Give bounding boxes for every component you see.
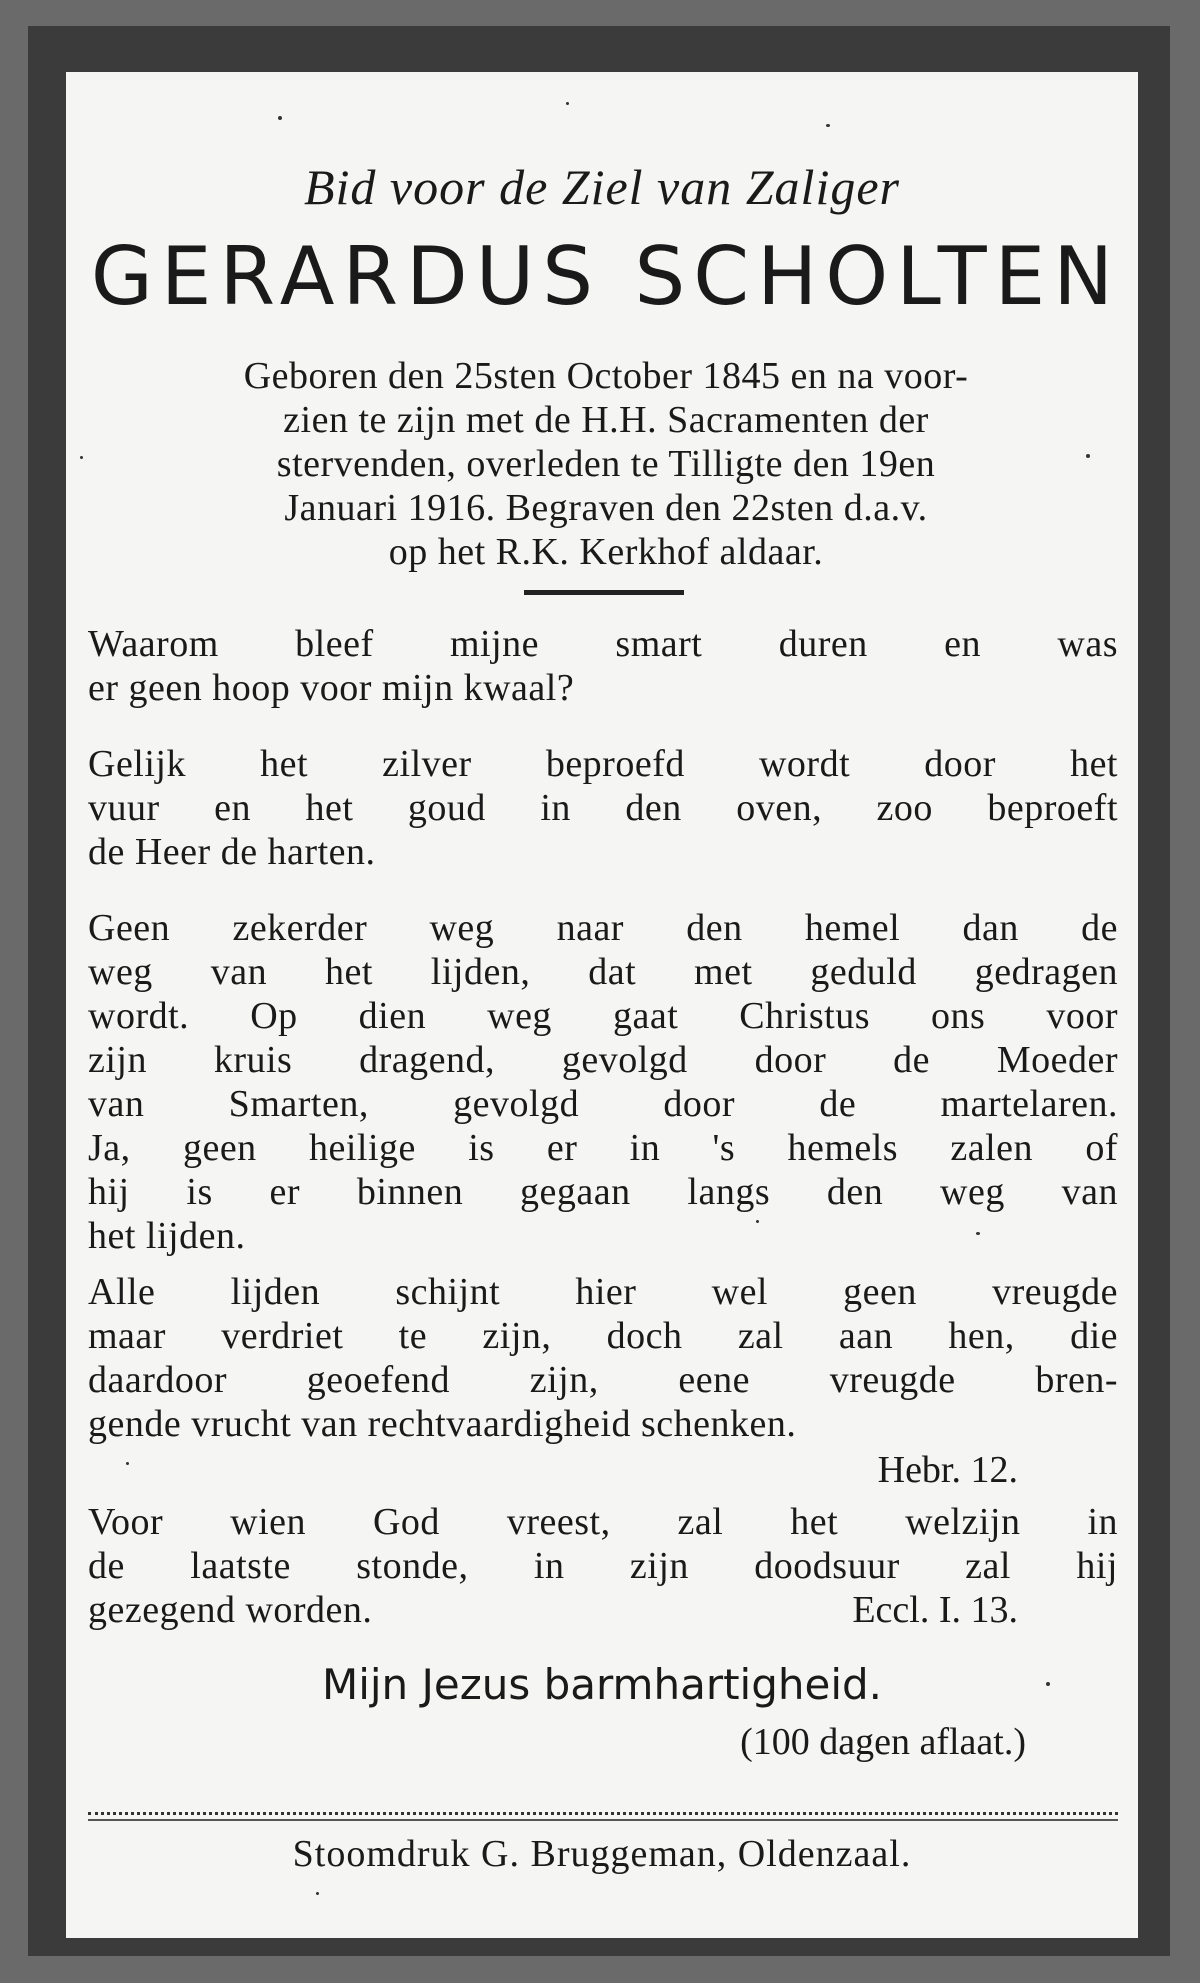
paragraph-1 [88, 622, 1118, 710]
paragraph-4 [88, 1270, 1118, 1446]
text-line: Waarom bleef mijne smart duren en was [88, 623, 1118, 665]
text-line: Alle lijden schijnt hier wel geen vreugde [88, 1271, 1118, 1313]
text-line: maar verdriet te zijn, doch zal aan hen, die [88, 1315, 1118, 1357]
text-line: gezegend worden. [88, 1589, 373, 1631]
text-line: Gelijk het zilver beproefd wordt door het [88, 743, 1118, 785]
print-speck [80, 456, 83, 459]
text-line: de Heer de harten. [88, 831, 376, 873]
solid-divider [88, 1819, 1118, 1821]
intro-line: Januari 1916. Begraven den 22sten d.a.v. [284, 487, 928, 529]
text-line: vuur en het goud in den oven, zoo beproeft [88, 787, 1118, 829]
intro-line: zien te zijn met de H.H. Sacramenten der [283, 399, 929, 441]
text-line: Voor wien God vreest, zal het welzijn in [88, 1501, 1118, 1543]
paragraph-2 [88, 742, 1118, 874]
print-speck [756, 1220, 759, 1223]
text-line: weg van het lijden, dat met geduld gedragen [88, 951, 1118, 993]
text-line: wordt. Op dien weg gaat Christus ons voor [88, 995, 1118, 1037]
text-line: daardoor geoefend zijn, eene vreugde bren- [88, 1359, 1118, 1401]
paragraph-3 [88, 906, 1118, 1258]
print-speck [316, 1892, 319, 1895]
intro-text [96, 354, 1116, 574]
print-speck [826, 124, 830, 127]
text-line: zijn kruis dragend, gevolgd door de Moeder [88, 1039, 1118, 1081]
scripture-reference: Hebr. 12. [877, 1449, 1018, 1491]
print-speck [1086, 454, 1090, 458]
scripture-reference: Eccl. I. 13. [852, 1589, 1018, 1631]
heading: Bid voor de Ziel van Zaliger [304, 159, 900, 215]
divider [524, 590, 684, 595]
print-speck [976, 1232, 980, 1235]
print-speck [1046, 1682, 1050, 1686]
intro-line: stervenden, overleden te Tilligte den 19en [276, 443, 936, 485]
text-line: Geen zekerder weg naar den hemel dan de [88, 907, 1118, 949]
text-line: gende vrucht van rechtvaardigheid schenken. [88, 1403, 797, 1445]
print-speck [278, 116, 282, 120]
text-line: hij is er binnen gegaan langs den weg van [88, 1171, 1118, 1213]
deceased-name: GERARDUS SCHOLTEN [90, 230, 1122, 323]
text-line: de laatste stonde, in zijn doodsuur zal hij [88, 1545, 1118, 1587]
prayer-card [66, 72, 1138, 1938]
intro-line: Geboren den 25sten October 1845 en na voor- [243, 355, 969, 397]
intro-line: op het R.K. Kerkhof aldaar. [388, 531, 824, 573]
text-line: van Smarten, gevolgd door de martelaren. [88, 1083, 1118, 1125]
indulgence-note: (100 dagen aflaat.) [740, 1721, 1026, 1763]
dotted-divider [88, 1812, 1118, 1815]
prayer-line: Mijn Jezus barmhartigheid. [321, 1660, 883, 1709]
text-line: het lijden. [88, 1215, 246, 1257]
text-line: er geen hoop voor mijn kwaal? [88, 667, 575, 709]
print-speck [126, 1462, 129, 1465]
printer-credit: Stoomdruk G. Bruggeman, Oldenzaal. [292, 1833, 912, 1875]
text-line: Ja, geen heilige is er in 's hemels zalen of [88, 1127, 1118, 1169]
print-speck [566, 102, 569, 105]
